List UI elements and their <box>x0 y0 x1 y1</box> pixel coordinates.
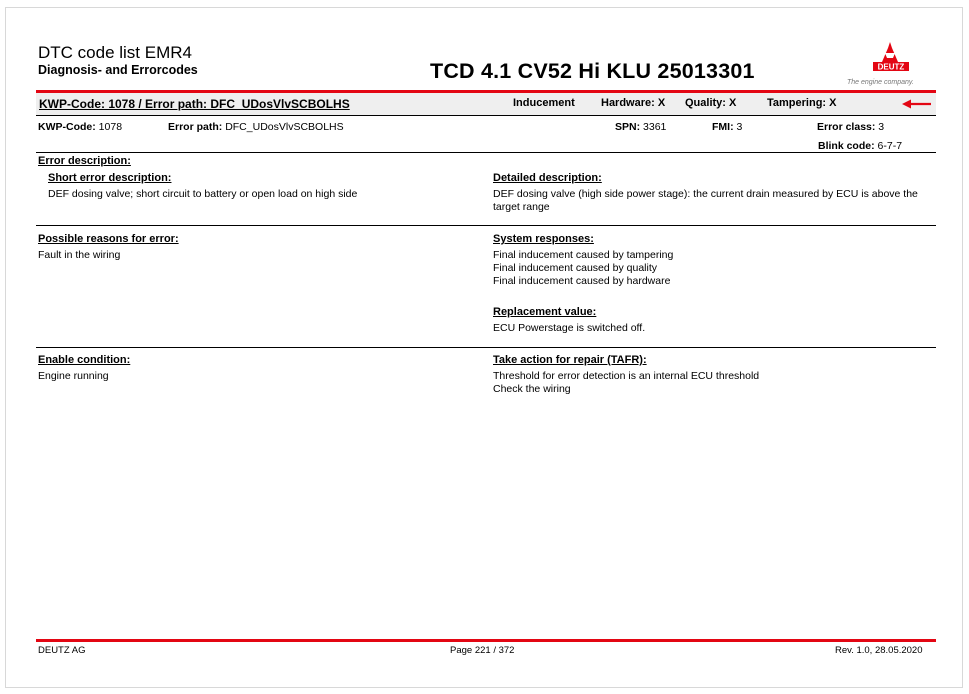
short-description-heading: Short error description: <box>48 172 172 184</box>
short-description-text: DEF dosing valve; short circuit to battery or open load on high side <box>48 188 358 200</box>
replacement-value-text: ECU Powerstage is switched off. <box>493 322 646 334</box>
detailed-description-text: DEF dosing valve (high side power stage): the current drain measured by ECU is above the target range <box>493 188 918 214</box>
system-response-line: Final inducement caused by hardware <box>493 275 671 287</box>
enable-condition-heading: Enable condition: <box>38 354 131 366</box>
blink-code-value: 6-7-7 <box>877 140 903 152</box>
error-path-label: Error path: <box>168 121 223 133</box>
system-response-line: Final inducement caused by tampering <box>493 249 674 261</box>
possible-reasons-heading: Possible reasons for error: <box>38 233 179 245</box>
summary-kwp-path: KWP-Code: 1078 / Error path: DFC_UDosVlvSCBOLHS <box>39 97 350 111</box>
fmi-field <box>712 121 742 133</box>
divider <box>36 152 936 153</box>
document-subtitle: Diagnosis- and Errorcodes <box>38 63 198 77</box>
detailed-description-heading: Detailed description: <box>493 172 602 184</box>
spn-field <box>615 121 666 133</box>
error-description-heading: Error description: <box>38 155 131 167</box>
arrow-left-icon <box>902 98 932 110</box>
footer-company: DEUTZ AG <box>38 645 86 656</box>
tafr-line: Threshold for error detection is an internal ECU threshold <box>493 370 760 382</box>
document-title: DTC code list EMR4 <box>38 43 192 62</box>
error-path-field <box>168 121 344 133</box>
quality-flag: Quality: X <box>685 97 737 109</box>
blink-code-field <box>818 140 902 152</box>
system-responses-heading: System responses: <box>493 233 594 245</box>
logo-tagline: The engine company. <box>847 79 914 86</box>
hardware-flag: Hardware: X <box>601 97 666 109</box>
svg-text:DEUTZ: DEUTZ <box>877 62 905 72</box>
footer-page-number: Page 221 / 372 <box>450 645 515 656</box>
footer-revision: Rev. 1.0, 28.05.2020 <box>835 645 923 656</box>
possible-reasons-text: Fault in the wiring <box>38 249 121 261</box>
divider <box>36 225 936 226</box>
kwp-code-value: 1078 <box>98 121 123 133</box>
kwp-code-label: KWP-Code: <box>38 121 96 133</box>
replacement-value-heading: Replacement value: <box>493 306 597 318</box>
divider <box>36 347 936 348</box>
error-class-label: Error class: <box>817 121 876 133</box>
error-class-field <box>817 121 884 133</box>
tampering-flag: Tampering: X <box>767 97 837 109</box>
fmi-label: FMI: <box>712 121 734 133</box>
enable-condition-text: Engine running <box>38 370 109 382</box>
summary-bar <box>36 93 936 116</box>
engine-model-title: TCD 4.1 CV52 Hi KLU 25013301 <box>430 59 755 83</box>
spn-label: SPN: <box>615 121 641 133</box>
spn-value: 3361 <box>643 121 667 133</box>
footer-red-rule <box>36 639 936 642</box>
inducement-label: Inducement <box>513 97 575 109</box>
error-path-value: DFC_UDosVlvSCBOLHS <box>225 121 344 133</box>
error-class-value: 3 <box>878 121 885 133</box>
system-response-line: Final inducement caused by quality <box>493 262 658 274</box>
tafr-line: Check the wiring <box>493 383 571 395</box>
tafr-heading: Take action for repair (TAFR): <box>493 354 647 366</box>
blink-code-label: Blink code: <box>818 140 875 152</box>
fmi-value: 3 <box>736 121 743 133</box>
kwp-code-field <box>38 121 122 133</box>
